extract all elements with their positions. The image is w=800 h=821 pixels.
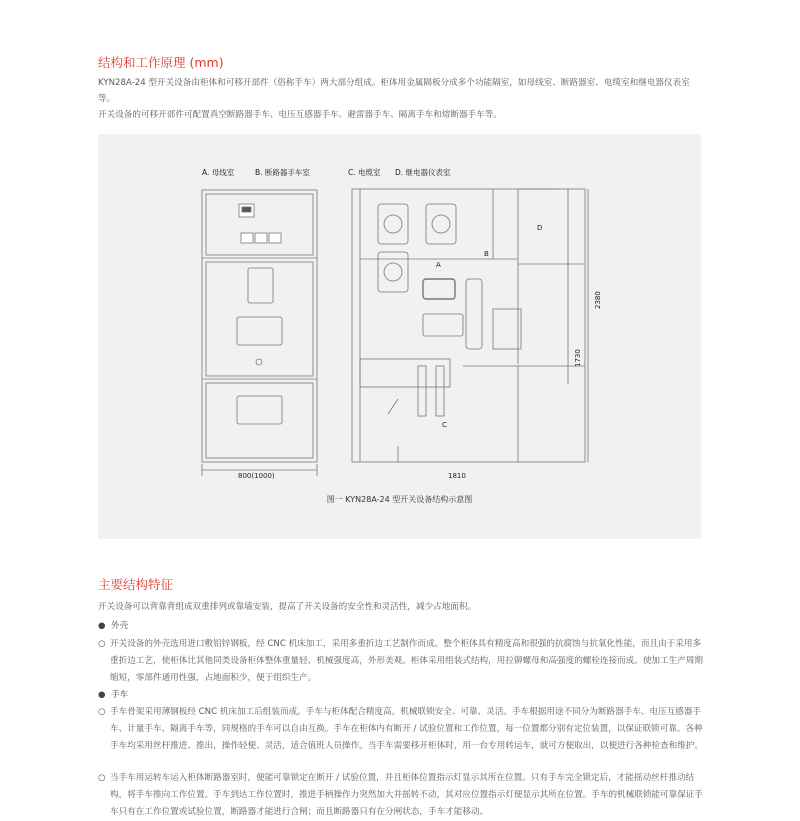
bullet-shell-title: 外壳 bbox=[111, 621, 129, 631]
label-busbar-room: A. 母线室 bbox=[202, 168, 235, 177]
label-relay-room: D. 继电器仪表室 bbox=[395, 168, 451, 177]
hollow-bullet-icon: ○ bbox=[98, 707, 106, 717]
cart-text-1: 手车骨架采用薄钢板经 CNC 机床加工后组装而成。手车与柜体配合精度高，机械联锁安全、可靠、灵活。手车根据用途不同分为断路器手车、电压互感器手车、计量手车、隔离手车等，同规格的手车可以自由互换。手车在柜体内有断开 / 试验位置和工作位置，每一位置都分别有定位装置，以保证联锁可靠。各种手车均采用丝杆推进、推出，操作轻便、灵活，适合值班人员操作。当手车需要移开柜体时，用一台专用转运车，就可方便取出，以便进行各种检查和维护。 bbox=[110, 707, 703, 751]
zone-a: A bbox=[436, 261, 441, 269]
figure-caption: 图一 KYN28A-24 型开关设备结构示意图 bbox=[326, 495, 473, 504]
diagram-svg bbox=[98, 134, 701, 539]
dim-depth: 1810 bbox=[448, 472, 466, 480]
switchgear-diagram bbox=[98, 134, 701, 539]
shell-text: 开关设备的外壳选用进口敷铝锌钢板，经 CNC 机床加工，采用多重折边工艺制作而成。整个柜体具有精度高和很强的抗腐蚀与抗氧化性能，而且由于采用多重折边工艺，使柜体比其他同类设备柜体整体重量轻、机械强度高，外形美观。柜体采用组装式结构，用拉铆螺母和高强度的螺栓连接而成。使加工生产周期缩短，零部件通用性强，占地面积少，便于组织生产。 bbox=[110, 639, 703, 683]
module-paragraph: 开关设备的可移开部件可配置真空断路器手车、电压互感器手车、避雷器手车、隔离手车和熔断器手车等。 bbox=[98, 110, 502, 120]
filled-bullet-icon: ● bbox=[98, 690, 106, 700]
bullet-shell bbox=[98, 619, 128, 631]
intro-paragraph: KYN28A-24 型开关设备由柜体和可移开部件（俗称手车）两大部分组成。柜体用金属隔板分成多个功能隔室，如母线室、断路器室、电缆室和继电器仪表室等。 bbox=[98, 78, 690, 104]
zone-d: D bbox=[537, 224, 543, 232]
side-cabinet bbox=[352, 189, 585, 462]
bullet-cart bbox=[98, 688, 128, 700]
section-title-structure: 结构和工作原理 (mm) bbox=[98, 55, 224, 70]
dim-height-2: 1730 bbox=[574, 349, 582, 367]
dim-height: 2380 bbox=[594, 291, 602, 309]
cart-text-2: 当手车用运转车运入柜体断路器室时，便能可靠锁定在断开 / 试验位置，并且柜体位置指示灯显示其所在位置。只有手车完全锁定后，才能摇动丝杆推动结构，将手车推向工作位置。手车到达工作位置时，推进手柄操作力突然加大并摇转不动，其对应位置指示灯便显示其所在位置。手车的机械联锁能可靠保证手车只有在工作位置或试验位置，断路器才能进行合闸；而且断路器只有在分闸状态，手车才能移动。 bbox=[110, 773, 703, 817]
hollow-bullet-icon: ○ bbox=[98, 639, 106, 649]
label-cable-room: C. 电缆室 bbox=[348, 168, 381, 177]
zone-c: C bbox=[442, 421, 447, 429]
cart-description-2 bbox=[98, 770, 703, 821]
bullet-cart-title: 手车 bbox=[111, 690, 129, 700]
dim-width: 800(1000) bbox=[238, 472, 275, 480]
front-cabinet bbox=[202, 190, 317, 462]
hollow-bullet-icon: ○ bbox=[98, 773, 106, 783]
label-breaker-room: B. 断路器手车室 bbox=[255, 168, 310, 177]
features-intro: 开关设备可以背靠背组成双重排列或靠墙安装，提高了开关设备的安全性和灵活性，减少占地面积。 bbox=[98, 602, 477, 612]
shell-description bbox=[98, 636, 703, 687]
cart-description-1 bbox=[98, 704, 703, 755]
zone-b: B bbox=[484, 250, 489, 258]
section-title-features: 主要结构特征 bbox=[98, 577, 174, 592]
filled-bullet-icon: ● bbox=[98, 621, 106, 631]
